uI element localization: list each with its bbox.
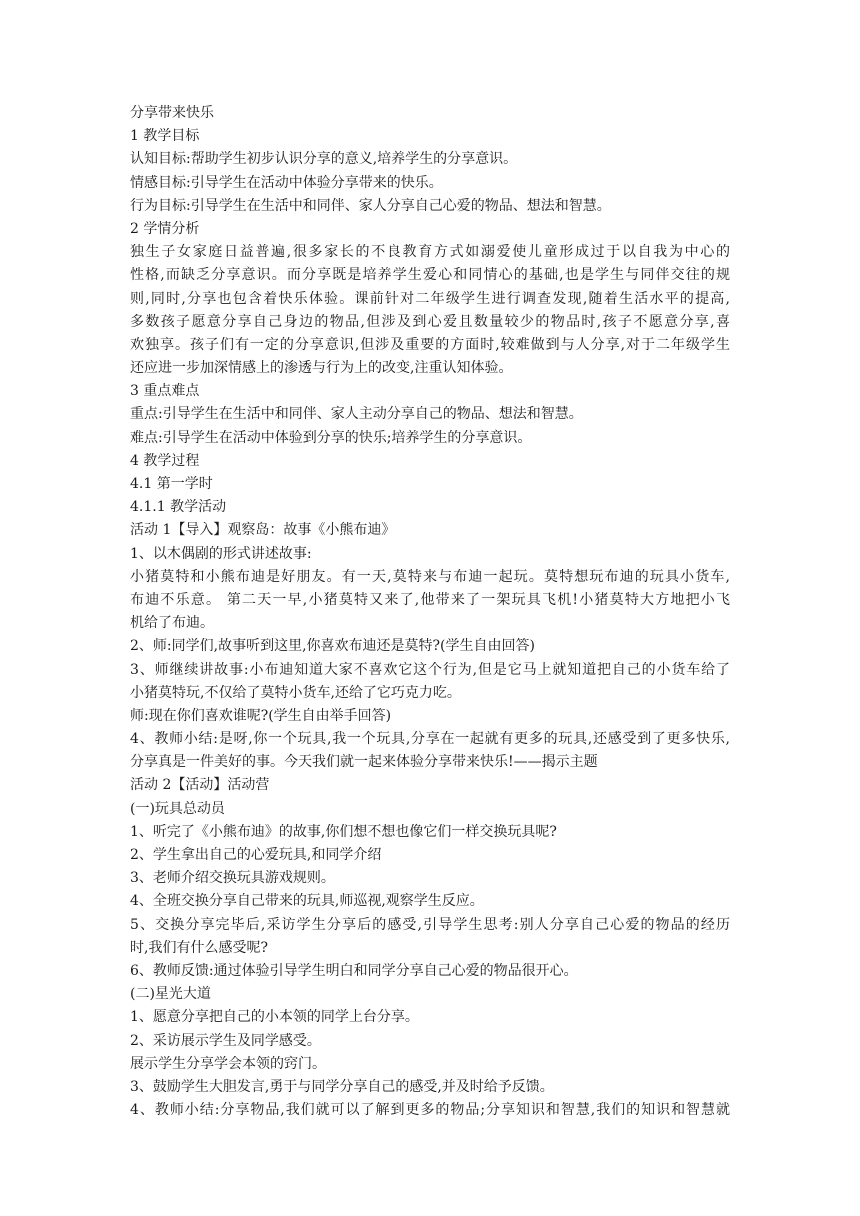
text-line: 性格,而缺乏分享意识。而分享既是培养学生爱心和同情心的基础,也是学生与同伴交往的规 [130, 267, 730, 284]
text-line: 时,我们有什么感受呢? [130, 939, 268, 956]
text-line: 重点:引导学生在生活中和同伴、家人主动分享自己的物品、想法和智慧。 [130, 406, 583, 423]
text-line: 1、听完了《小熊布迪》的故事,你们想不想也像它们一样交换玩具呢? [130, 823, 557, 840]
text-line: 4.1 第一学时 [130, 476, 213, 492]
text-line: 认知目标:帮助学生初步认识分享的意义,培养学生的分享意识。 [130, 151, 518, 168]
text-line: 3 重点难点 [130, 383, 200, 400]
text-line: 2、采访展示学生及同学感受。 [130, 1032, 321, 1049]
text-line: 还应进一步加深情感上的渗透与行为上的改变,注重认知体验。 [130, 360, 513, 377]
text-line: 1 教学目标 [130, 128, 200, 145]
text-line: 1、以木偶剧的形式讲述故事: [130, 545, 312, 562]
text-line: 4、教师小结:是呀,你一个玩具,我一个玩具,分享在一起就有更多的玩具,还感受到了更多快乐, [130, 731, 730, 748]
text-line: (一)玩具总动员 [130, 800, 225, 817]
text-line: 难点:引导学生在活动中体验到分享的快乐;培养学生的分享意识。 [130, 429, 532, 446]
text-line: 2 学情分析 [130, 220, 200, 237]
text-line: 师:现在你们喜欢谁呢?(学生自由举手回答) [130, 707, 392, 724]
text-line: 小猪莫特和小熊布迪是好朋友。有一天,莫特来与布迪一起玩。莫特想玩布迪的玩具小货车, [130, 568, 730, 585]
text-line: 4、教师小结:分享物品,我们就可以了解到更多的物品;分享知识和智慧,我们的知识和智慧就 [130, 1102, 730, 1119]
text-line: 2、师:同学们,故事听到这里,你喜欢布迪还是莫特?(学生自由回答) [130, 638, 535, 655]
text-line: 分享带来快乐 [130, 105, 214, 121]
text-line: 行为目标:引导学生在生活中和同伴、家人分享自己心爱的物品、想法和智慧。 [130, 197, 611, 214]
text-line: 分享真是一件美好的事。今天我们就一起来体验分享带来快乐!——揭示主题 [130, 754, 598, 771]
text-line: 活动 2【活动】活动营 [130, 777, 270, 794]
text-line: 6、教师反馈:通过体验引导学生明白和同学分享自己心爱的物品很开心。 [130, 962, 578, 979]
text-line: 欢独享。孩子们有一定的分享意识,但涉及重要的方面时,较难做到与人分享,对于二年级学生 [130, 336, 730, 353]
text-line: 3、鼓励学生大胆发言,勇于与同学分享自己的感受,并及时给予反馈。 [130, 1078, 554, 1095]
text-line: 机给了布迪。 [130, 615, 214, 632]
text-line: 布迪不乐意。 第二天一早,小猪莫特又来了,他带来了一架玩具飞机!小猪莫特大方地把小飞 [130, 591, 730, 608]
text-line: 2、学生拿出自己的心爱玩具,和同学介绍 [130, 847, 382, 863]
text-line: 3、师继续讲故事:小布迪知道大家不喜欢它这个行为,但是它马上就知道把自己的小货车给了 [130, 661, 730, 678]
text-line: 5、交换分享完毕后,采访学生分享后的感受,引导学生思考:别人分享自己心爱的物品的经历 [130, 916, 730, 933]
text-line: 展示学生分享学会本领的窍门。 [130, 1055, 326, 1072]
text-line: 4 教学过程 [130, 452, 200, 469]
document-page [130, 102, 730, 1122]
text-line: 4、全班交换分享自己带来的玩具,师巡视,观察学生反应。 [130, 893, 484, 910]
text-line: (二)星光大道 [130, 986, 211, 1003]
text-line: 多数孩子愿意分享自己身边的物品,但涉及到心爱且数量较少的物品时,孩子不愿意分享,喜 [130, 313, 730, 330]
text-line: 小猪莫特玩,不仅给了莫特小货车,还给了它巧克力吃。 [130, 684, 461, 701]
text-line: 独生子女家庭日益普遍,很多家长的不良教育方式如溺爱使儿童形成过于以自我为中心的 [130, 244, 730, 261]
text-line: 活动 1【导入】观察岛：故事《小熊布迪》 [130, 522, 396, 539]
text-line: 则,同时,分享也包含着快乐体验。课前针对二年级学生进行调查发现,随着生活水平的提高, [130, 290, 730, 307]
text-line: 4.1.1 教学活动 [130, 499, 227, 516]
text-line: 情感目标:引导学生在活动中体验分享带来的快乐。 [130, 174, 443, 191]
text-line: 1、愿意分享把自己的小本领的同学上台分享。 [130, 1009, 419, 1026]
text-line: 3、老师介绍交换玩具游戏规则。 [130, 870, 335, 887]
